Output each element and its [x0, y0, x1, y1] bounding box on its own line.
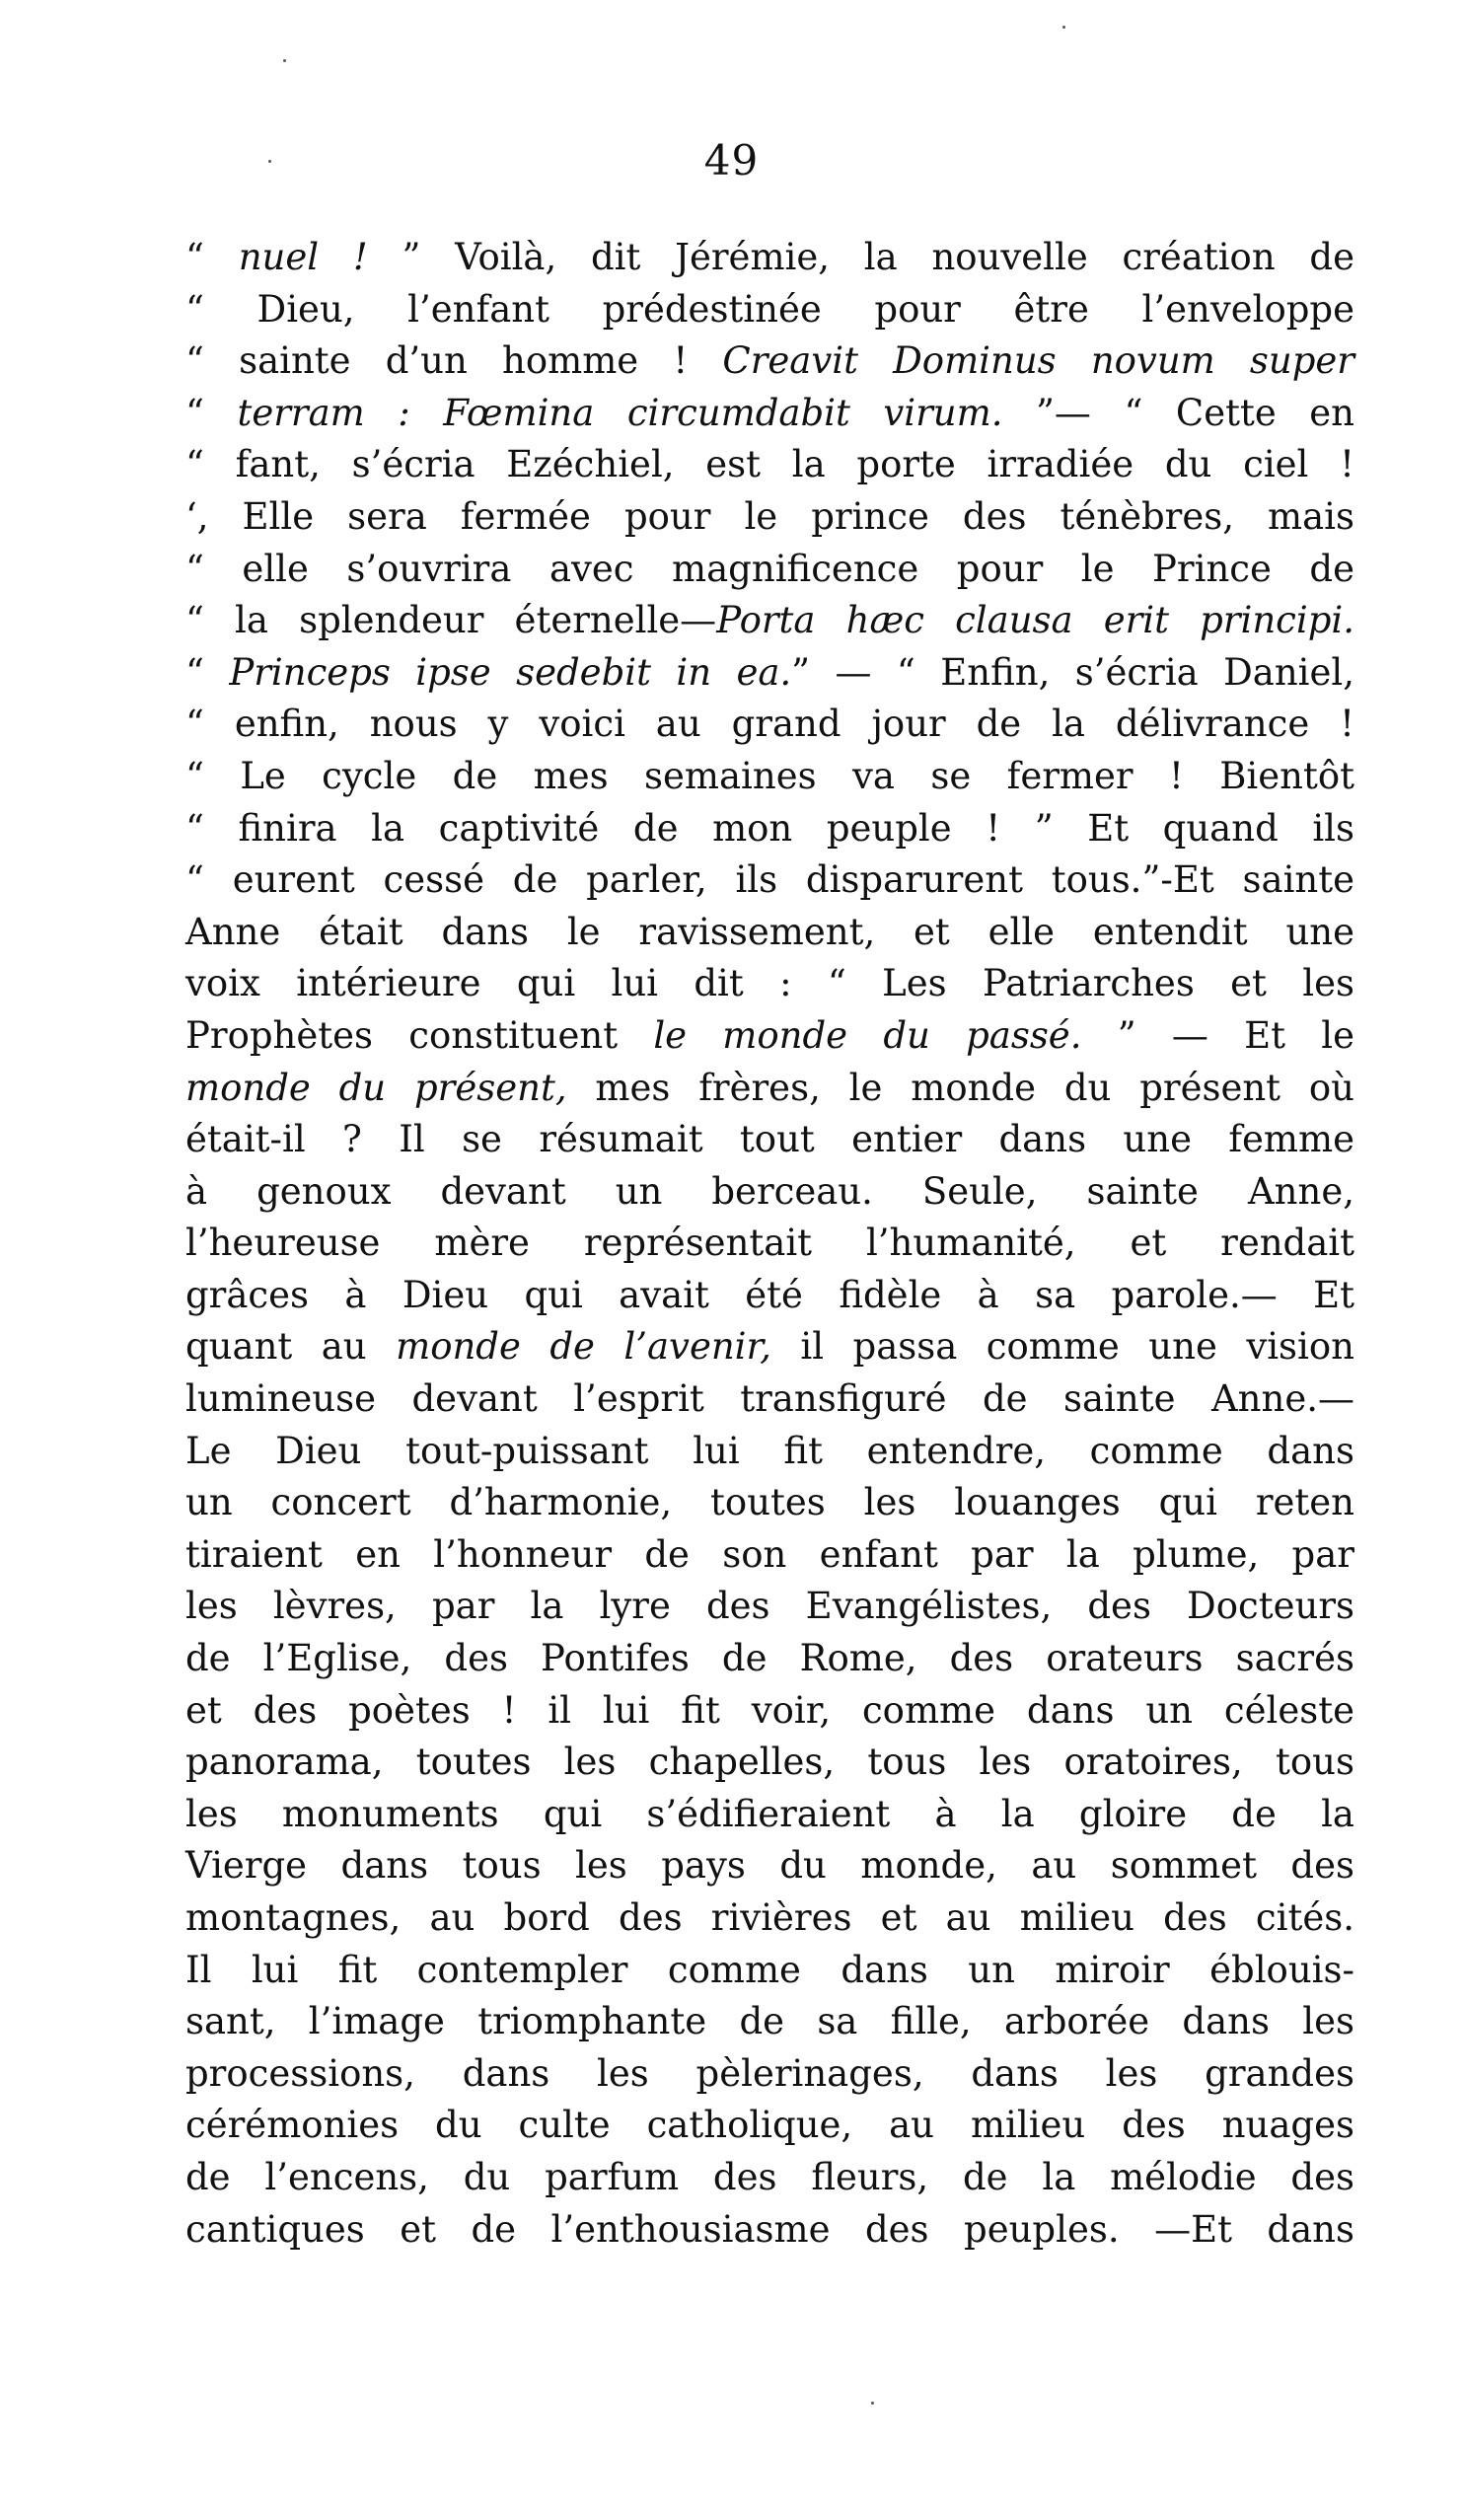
text-line [185, 1996, 1354, 2048]
italic-phrase: terram : Fœmina circumdabit virum. [237, 391, 1003, 434]
italic-phrase: le monde du passé. [653, 1013, 1082, 1057]
italic-phrase: monde de l’avenir, [396, 1325, 771, 1369]
text-line [185, 595, 1354, 647]
text-line [185, 491, 1354, 544]
text-run: les lèvres, par la lyre des Evangélistes, des Docteurs [185, 1585, 1354, 1628]
text-line [185, 1166, 1354, 1219]
text-run: l’heureuse mère représentait l’humanité, et rendait [185, 1222, 1354, 1265]
text-run: panorama, toutes les chapelles, tous les oratoires, tous [185, 1741, 1354, 1784]
text-line [185, 1270, 1354, 1322]
text-run: ‘, Elle sera fermée pour le prince des ténèbres, mais [185, 494, 1354, 538]
italic-phrase: monde du présent, [185, 1066, 567, 1109]
print-speck [871, 2402, 874, 2405]
text-run: “ [185, 236, 239, 278]
text-run: ”— “ Cette en [1002, 391, 1354, 434]
text-run: “ fant, s’écria Ezéchiel, est la porte irradiée du ciel ! [185, 443, 1354, 486]
text-line [185, 544, 1354, 596]
text-line [185, 1737, 1354, 1789]
text-line [185, 388, 1354, 440]
text-line [185, 335, 1354, 388]
text-line [185, 1633, 1354, 1685]
text-run: grâces à Dieu qui avait été fidèle à sa parole.— Et [185, 1273, 1354, 1316]
text-run: “ sainte d’un homme ! [185, 339, 723, 383]
text-line [185, 1477, 1354, 1529]
text-run: Vierge dans tous les pays du monde, au sommet des [185, 1844, 1354, 1888]
text-run: Prophètes constituent [185, 1013, 654, 1057]
text-run: “ la splendeur éternelle— [185, 599, 717, 642]
text-run: “ elle s’ouvrira avec magnificence pour le Prince de [185, 547, 1354, 590]
text-run: “ Dieu, l’enfant prédestinée pour être l’enveloppe [185, 287, 1354, 331]
text-run: processions, dans les pèlerinages, dans les grandes [185, 2051, 1354, 2095]
italic-phrase: nuel ! [238, 236, 368, 278]
text-line [185, 439, 1354, 491]
text-line [185, 699, 1354, 751]
text-run: était-il ? Il se résumait tout entier dans une femme [185, 1118, 1354, 1161]
print-speck [283, 59, 286, 62]
text-run: Il lui fit contempler comme dans un miroir éblouis- [185, 1948, 1354, 1991]
text-line [185, 803, 1354, 855]
text-run: tiraient en l’honneur de son enfant par la plume, par [185, 1532, 1354, 1576]
text-line [185, 1685, 1354, 1738]
text-line [185, 1373, 1354, 1426]
text-line [185, 2100, 1354, 2152]
text-line [185, 2152, 1354, 2204]
text-run: les monuments qui s’édifieraient à la gloire de la [185, 1792, 1354, 1835]
text-run: “ [185, 391, 238, 434]
text-run: quant au [185, 1325, 397, 1369]
text-line [185, 1010, 1354, 1063]
text-line [185, 1114, 1354, 1166]
text-line [185, 1892, 1354, 1945]
text-run: à genoux devant un berceau. Seule, sainte Anne, [185, 1169, 1354, 1213]
text-run: Le Dieu tout-puissant lui fit entendre, comme dans [185, 1429, 1354, 1472]
page-number: 49 [703, 136, 760, 185]
text-run: voix intérieure qui lui dit : “ Les Patriarches et les [185, 962, 1354, 1005]
text-run: et des poètes ! il lui fit voir, comme dans un céleste [185, 1688, 1354, 1732]
text-line [185, 647, 1354, 700]
body-text [185, 232, 1354, 2256]
text-run: “ finira la captivité de mon peuple ! ” Et quand ils [185, 806, 1354, 850]
text-run: ” Voilà, dit Jérémie, la nouvelle création de [367, 236, 1355, 278]
text-line [185, 751, 1354, 803]
text-line [185, 284, 1354, 336]
text-run: il passa comme une vision [770, 1325, 1354, 1369]
italic-phrase: Porta hæc clausa erit principi. [716, 599, 1354, 642]
text-run: montagnes, au bord des rivières et au milieu des cités. [185, 1896, 1354, 1939]
text-line [185, 2048, 1354, 2101]
text-line [185, 907, 1354, 959]
text-run: un concert d’harmonie, toutes les louanges qui reten [185, 1481, 1354, 1524]
text-line [185, 1063, 1354, 1115]
text-line [185, 1840, 1354, 1892]
text-line [185, 1426, 1354, 1478]
text-run: mes frères, le monde du présent où [566, 1066, 1354, 1109]
text-run: cantiques et de l’enthousiasme des peuples. —Et dans [185, 2207, 1354, 2251]
text-run: “ enfin, nous y voici au grand jour de la délivrance ! [185, 703, 1354, 746]
text-line [185, 1789, 1354, 1841]
text-line [185, 1529, 1354, 1582]
text-run: ” — “ Enfin, s’écria Daniel, [791, 650, 1355, 694]
italic-phrase: Creavit Dominus novum super [722, 339, 1354, 383]
text-line [185, 854, 1354, 907]
italic-phrase: Princeps ipse sedebit in ea. [229, 650, 792, 694]
print-speck [268, 160, 271, 163]
text-line [185, 1581, 1354, 1633]
text-line [185, 1321, 1354, 1373]
text-run: Anne était dans le ravissement, et elle entendit une [185, 910, 1354, 953]
text-run: “ eurent cessé de parler, ils disparurent tous.”-Et sainte [185, 858, 1354, 902]
text-run: de l’Eglise, des Pontifes de Rome, des orateurs sacrés [185, 1637, 1354, 1680]
text-line [185, 1218, 1354, 1270]
text-run: sant, l’image triomphante de sa fille, arborée dans les [185, 2000, 1354, 2043]
text-line [185, 2204, 1354, 2257]
text-line [185, 958, 1354, 1010]
print-speck [1062, 26, 1065, 29]
text-run: “ Le cycle de mes semaines va se fermer ! Bientôt [185, 754, 1354, 797]
text-line [185, 1945, 1354, 1997]
text-run: de l’encens, du parfum des fleurs, de la mélodie des [185, 2155, 1354, 2198]
text-run: cérémonies du culte catholique, au milieu des nuages [185, 2104, 1354, 2147]
text-run: lumineuse devant l’esprit transfiguré de sainte Anne.— [185, 1377, 1354, 1421]
text-run: ” — Et le [1081, 1013, 1354, 1057]
text-run: “ [185, 650, 230, 694]
text-line [185, 232, 1354, 284]
